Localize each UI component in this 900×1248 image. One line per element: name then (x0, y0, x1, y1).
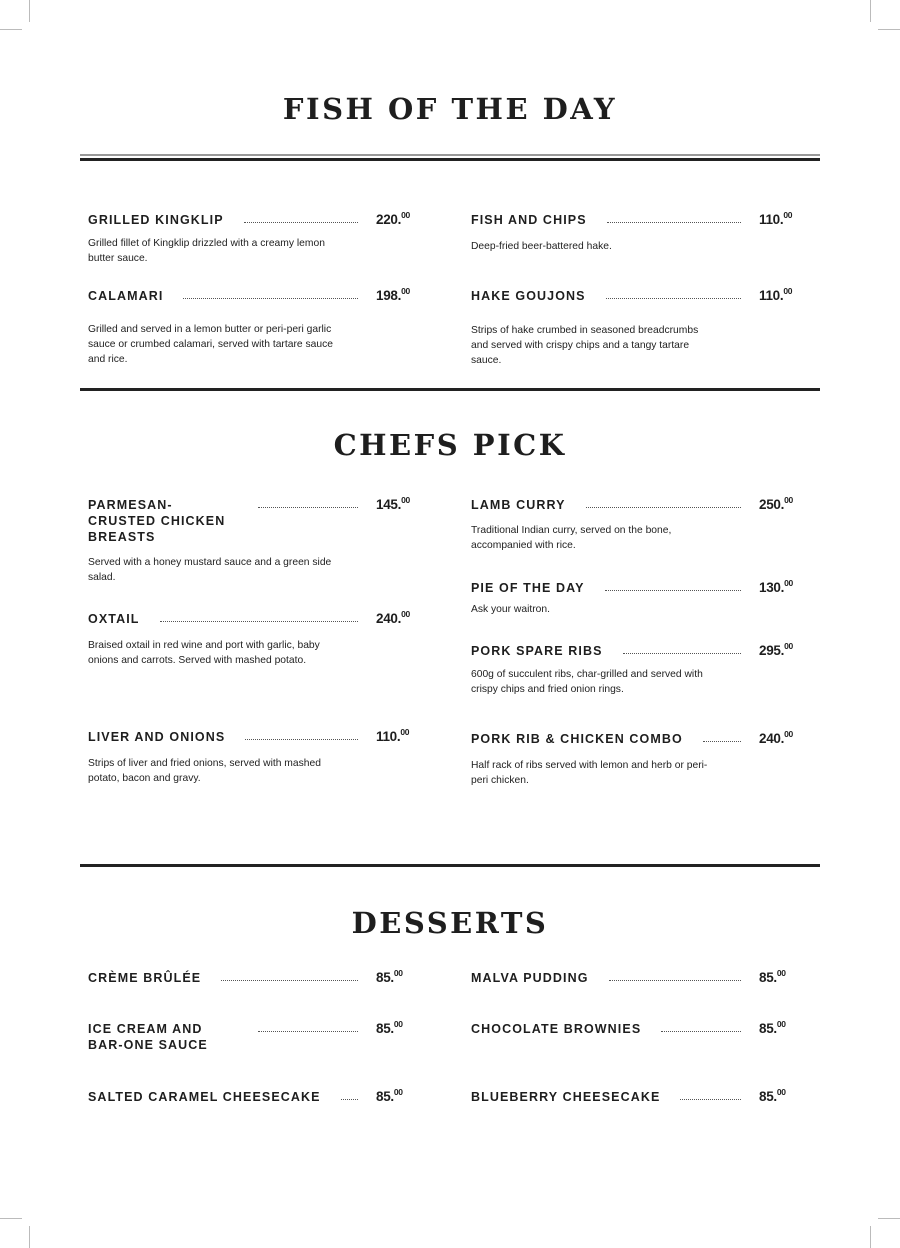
item-name: FISH AND CHIPS (471, 213, 587, 227)
price-whole: 110. (759, 288, 784, 303)
dot-leader (245, 729, 358, 740)
item-name: CRÈME BRÛLÉE (88, 971, 202, 985)
price-whole: 85. (759, 1021, 777, 1036)
dot-leader (661, 1021, 741, 1032)
menu-item-header (471, 643, 803, 659)
price-cents: 00 (400, 727, 410, 737)
item-name: BLUEBERRY CHEESECAKE (471, 1090, 661, 1104)
item-name: LIVER AND ONIONS (88, 730, 226, 744)
price-cents: 00 (393, 968, 403, 978)
price-cents: 00 (401, 210, 410, 220)
item-name: PARMESAN-CRUSTED CHICKEN BREASTS (88, 498, 226, 544)
item-description: Half rack of ribs served with lemon and herb or peri-peri chicken. (471, 760, 708, 786)
price-whole: 130. (759, 580, 785, 595)
price-cents: 00 (401, 609, 410, 619)
item-description: Strips of liver and fried onions, served with mashed potato, bacon and gravy. (88, 758, 321, 784)
menu-item-header (88, 212, 420, 228)
menu-item-header (471, 970, 803, 986)
item-price (376, 611, 420, 627)
menu-item (471, 731, 803, 788)
item-price (759, 731, 803, 747)
price-whole: 220. (376, 212, 402, 227)
crop-mark (878, 1218, 900, 1219)
dot-leader (606, 288, 741, 299)
menu-item-header (88, 970, 420, 986)
item-price (759, 212, 803, 228)
dot-leader (605, 580, 741, 591)
menu-item-header (88, 1021, 420, 1053)
menu-item-header (88, 288, 420, 304)
dot-leader (244, 212, 358, 223)
item-description: Strips of hake crumbed in seasoned breadcrumbs and served with crispy chips and a tangy tartare sauce. (471, 325, 699, 366)
item-description: Grilled and served in a lemon butter or peri-peri garlic sauce or crumbed calamari, served with tartare sauce and rice. (88, 324, 333, 365)
price-whole: 110. (376, 729, 401, 744)
menu-item-header (88, 1089, 420, 1105)
dot-leader (258, 497, 358, 508)
price-whole: 110. (759, 212, 784, 227)
item-price (376, 1021, 420, 1037)
item-description: Traditional Indian curry, served on the bone, accompanied with rice. (471, 525, 672, 551)
crop-mark (870, 0, 871, 22)
price-whole: 85. (759, 970, 777, 985)
dot-leader (258, 1021, 358, 1032)
price-cents: 00 (784, 641, 793, 651)
menu-item (88, 729, 420, 786)
price-whole: 85. (376, 1021, 394, 1036)
item-name: LAMB CURRY (471, 498, 566, 512)
dot-leader (160, 611, 358, 622)
crop-mark (0, 1218, 22, 1219)
item-description: Grilled fillet of Kingklip drizzled with a creamy lemon butter sauce. (88, 238, 325, 264)
crop-mark (29, 0, 30, 22)
menu-item (88, 1089, 420, 1105)
price-cents: 00 (776, 1019, 786, 1029)
price-cents: 00 (393, 1019, 403, 1029)
menu-item-header (471, 580, 803, 596)
crop-mark (878, 29, 900, 30)
item-price (376, 1089, 420, 1105)
crop-mark (870, 1226, 871, 1248)
item-name: PORK SPARE RIBS (471, 644, 603, 658)
item-description: 600g of succulent ribs, char-grilled and served with crispy chips and fried onion rings. (471, 669, 703, 695)
menu-item-header (471, 731, 803, 747)
crop-mark (0, 29, 22, 30)
item-price (759, 970, 803, 986)
price-whole: 240. (759, 731, 785, 746)
menu-item-header (88, 611, 420, 627)
price-cents: 00 (783, 210, 793, 220)
menu-item (471, 643, 803, 697)
menu-item-header (471, 1021, 803, 1037)
item-description: Ask your waitron. (471, 604, 550, 615)
dot-leader (183, 288, 358, 299)
price-cents: 00 (776, 1087, 786, 1097)
menu-item (471, 497, 803, 553)
item-price (759, 643, 803, 659)
menu-item (471, 970, 803, 986)
divider (80, 388, 820, 391)
section-title-fish: FISH OF THE DAY (282, 92, 618, 126)
item-name: PORK RIB & CHICKEN COMBO (471, 732, 683, 746)
price-whole: 240. (376, 611, 402, 626)
dot-leader (221, 970, 358, 981)
menu-item (88, 497, 420, 585)
menu-item (471, 1089, 803, 1105)
menu-item-header (88, 729, 420, 745)
item-price (376, 497, 420, 513)
menu-item (471, 288, 803, 368)
dot-leader (586, 497, 741, 508)
item-price (759, 1021, 803, 1037)
menu-item (471, 1021, 803, 1037)
price-cents: 00 (784, 729, 793, 739)
item-price (376, 729, 420, 745)
price-whole: 295. (759, 643, 785, 658)
menu-item (471, 580, 803, 617)
menu-item-header (471, 288, 803, 304)
menu-item-header (471, 212, 803, 228)
item-price (759, 1089, 803, 1105)
item-price (759, 288, 803, 304)
price-whole: 145. (376, 497, 402, 512)
section-title-desserts: DESSERTS (351, 906, 549, 940)
item-name: PIE OF THE DAY (471, 581, 585, 595)
price-whole: 250. (759, 497, 785, 512)
menu-item (88, 970, 420, 986)
item-name: GRILLED KINGKLIP (88, 213, 224, 227)
dot-leader (609, 970, 741, 981)
price-cents: 00 (783, 286, 793, 296)
price-cents: 00 (784, 495, 793, 505)
dot-leader (680, 1089, 741, 1100)
divider (80, 158, 820, 161)
dot-leader (623, 643, 741, 654)
menu-item (471, 212, 803, 254)
price-whole: 198. (376, 288, 402, 303)
divider (80, 864, 820, 867)
price-cents: 00 (393, 1087, 403, 1097)
divider (80, 154, 820, 156)
item-price (759, 497, 803, 513)
item-name: SALTED CARAMEL CHEESECAKE (88, 1090, 321, 1104)
price-whole: 85. (759, 1089, 777, 1104)
dot-leader (341, 1089, 358, 1100)
menu-item-header (471, 497, 803, 513)
section-title-chefs-pick: CHEFS PICK (333, 428, 567, 462)
menu-item (88, 611, 420, 668)
price-whole: 85. (376, 970, 394, 985)
item-price (376, 212, 420, 228)
item-price (759, 580, 803, 596)
menu-item-header (88, 497, 420, 545)
item-name: OXTAIL (88, 612, 140, 626)
price-cents: 00 (401, 286, 410, 296)
item-name: HAKE GOUJONS (471, 289, 586, 303)
menu-item (88, 212, 420, 266)
item-description: Deep-fried beer-battered hake. (471, 241, 612, 252)
dot-leader (607, 212, 741, 223)
price-cents: 00 (776, 968, 786, 978)
price-cents: 00 (784, 578, 793, 588)
item-description: Served with a honey mustard sauce and a green side salad. (88, 557, 332, 583)
crop-mark (29, 1226, 30, 1248)
item-name: ICE CREAM AND BAR-ONE SAUCE (88, 1022, 208, 1052)
item-description: Braised oxtail in red wine and port with garlic, baby onions and carrots. Served with mashed potato. (88, 640, 320, 666)
item-price (376, 288, 420, 304)
dot-leader (703, 731, 741, 742)
price-whole: 85. (376, 1089, 394, 1104)
item-name: CALAMARI (88, 289, 164, 303)
item-price (376, 970, 420, 986)
menu-item (88, 1021, 420, 1053)
menu-item-header (471, 1089, 803, 1105)
item-name: CHOCOLATE BROWNIES (471, 1022, 642, 1036)
item-name: MALVA PUDDING (471, 971, 589, 985)
price-cents: 00 (401, 495, 410, 505)
menu-item (88, 288, 420, 367)
